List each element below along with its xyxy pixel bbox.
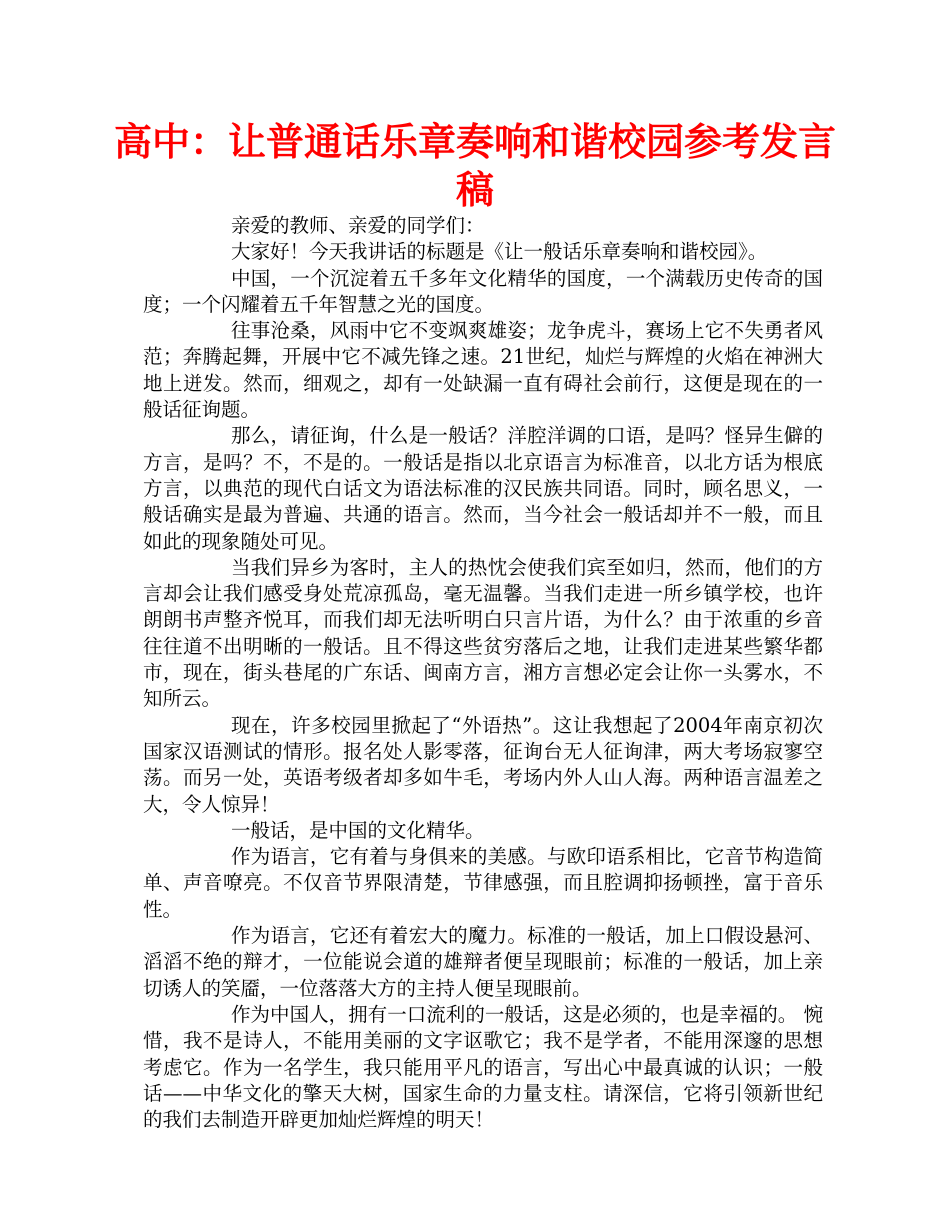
paragraph: 那么，请征询，什么是一般话？洋腔洋调的口语，是吗？怪异生僻的方言，是吗？不，不是的。一般话是指以北京语言为标准音，以北方话为根底方言，以典范的现代白话文为语法标准的汉民族共同语。同时，顾名思义，一般话确实是最为普遍、共通的语言。然而，当今社会一般话却并不一般，而且如此的现象随处可见。 bbox=[143, 424, 823, 553]
paragraph-closing: 作为中国人，拥有一口流利的一般话，这是必须的，也是幸福的。 惋惜，我不是诗人，不能用美丽的文字讴歌它；我不是学者，不能用深邃的思想考虑它。作为一名学生，我只能用平凡的语言，写出心中最真诚的认识；一般话——中华文化的擎天大树，国家生命的力量支柱。请深信，它将引领新世纪的我们去制造开辟更加灿烂辉煌的明天！ bbox=[143, 1002, 823, 1132]
document-body bbox=[143, 213, 823, 1133]
paragraph: 一般话，是中国的文化精华。 bbox=[231, 818, 485, 842]
paragraph: 中国，一个沉淀着五千多年文化精华的国度，一个满载历史传奇的国度；一个闪耀着五千年智慧之光的国度。 bbox=[143, 266, 823, 316]
paragraph: 作为语言，它还有着宏大的魔力。标准的一般话，加上口假设悬河、滔滔不绝的辩才，一位能说会道的雄辩者便呈现眼前；标准的一般话，加上亲切诱人的笑靥，一位落落大方的主持人便呈现眼前。 bbox=[143, 924, 823, 1000]
paragraph-salutation: 亲爱的教师、亲爱的同学们： bbox=[231, 214, 485, 237]
paragraph: 往事沧桑，风雨中它不变飒爽雄姿；龙争虎斗，赛场上它不失勇者风范；奔腾起舞，开展中它不减先锋之速。21世纪，灿烂与辉煌的火焰在神洲大地上迸发。然而，细观之，却有一处缺漏一直有碍社会前行，这便是现在的一般话征询题。 bbox=[143, 319, 823, 422]
document-title: 高中：让普通话乐章奏响和谐校园参考发言稿 bbox=[113, 120, 836, 212]
paragraph: 现在，许多校园里掀起了“外语热”。这让我想起了2004年南京初次国家汉语测试的情形。报名处人影零落，征询台无人征询津，两大考场寂寥空荡。而另一处，英语考级者却多如牛毛，考场内外人山人海。两种语言温差之大，令人惊异！ bbox=[143, 713, 823, 816]
paragraph: 作为语言，它有着与身俱来的美感。与欧印语系相比，它音节构造简单、声音嘹亮。不仅音节界限清楚，节律感强，而且腔调抑扬顿挫，富于音乐性。 bbox=[143, 845, 823, 921]
paragraph-greeting: 大家好！今天我讲话的标题是《让一般话乐章奏响和谐校园》。 bbox=[231, 240, 768, 264]
paragraph: 当我们异乡为客时，主人的热忱会使我们宾至如归，然而，他们的方言却会让我们感受身处荒凉孤岛，毫无温馨。当我们走进一所乡镇学校，也许朗朗书声整齐悦耳，而我们却无法听明白只言片语，为什么？由于浓重的乡音往往道不出明晰的一般话。且不得这些贫穷落后之地，让我们走进某些繁华都市，现在，街头巷尾的广东话、闽南方言，湘方言想必定会让你一头雾水，不知所云。 bbox=[143, 555, 823, 711]
